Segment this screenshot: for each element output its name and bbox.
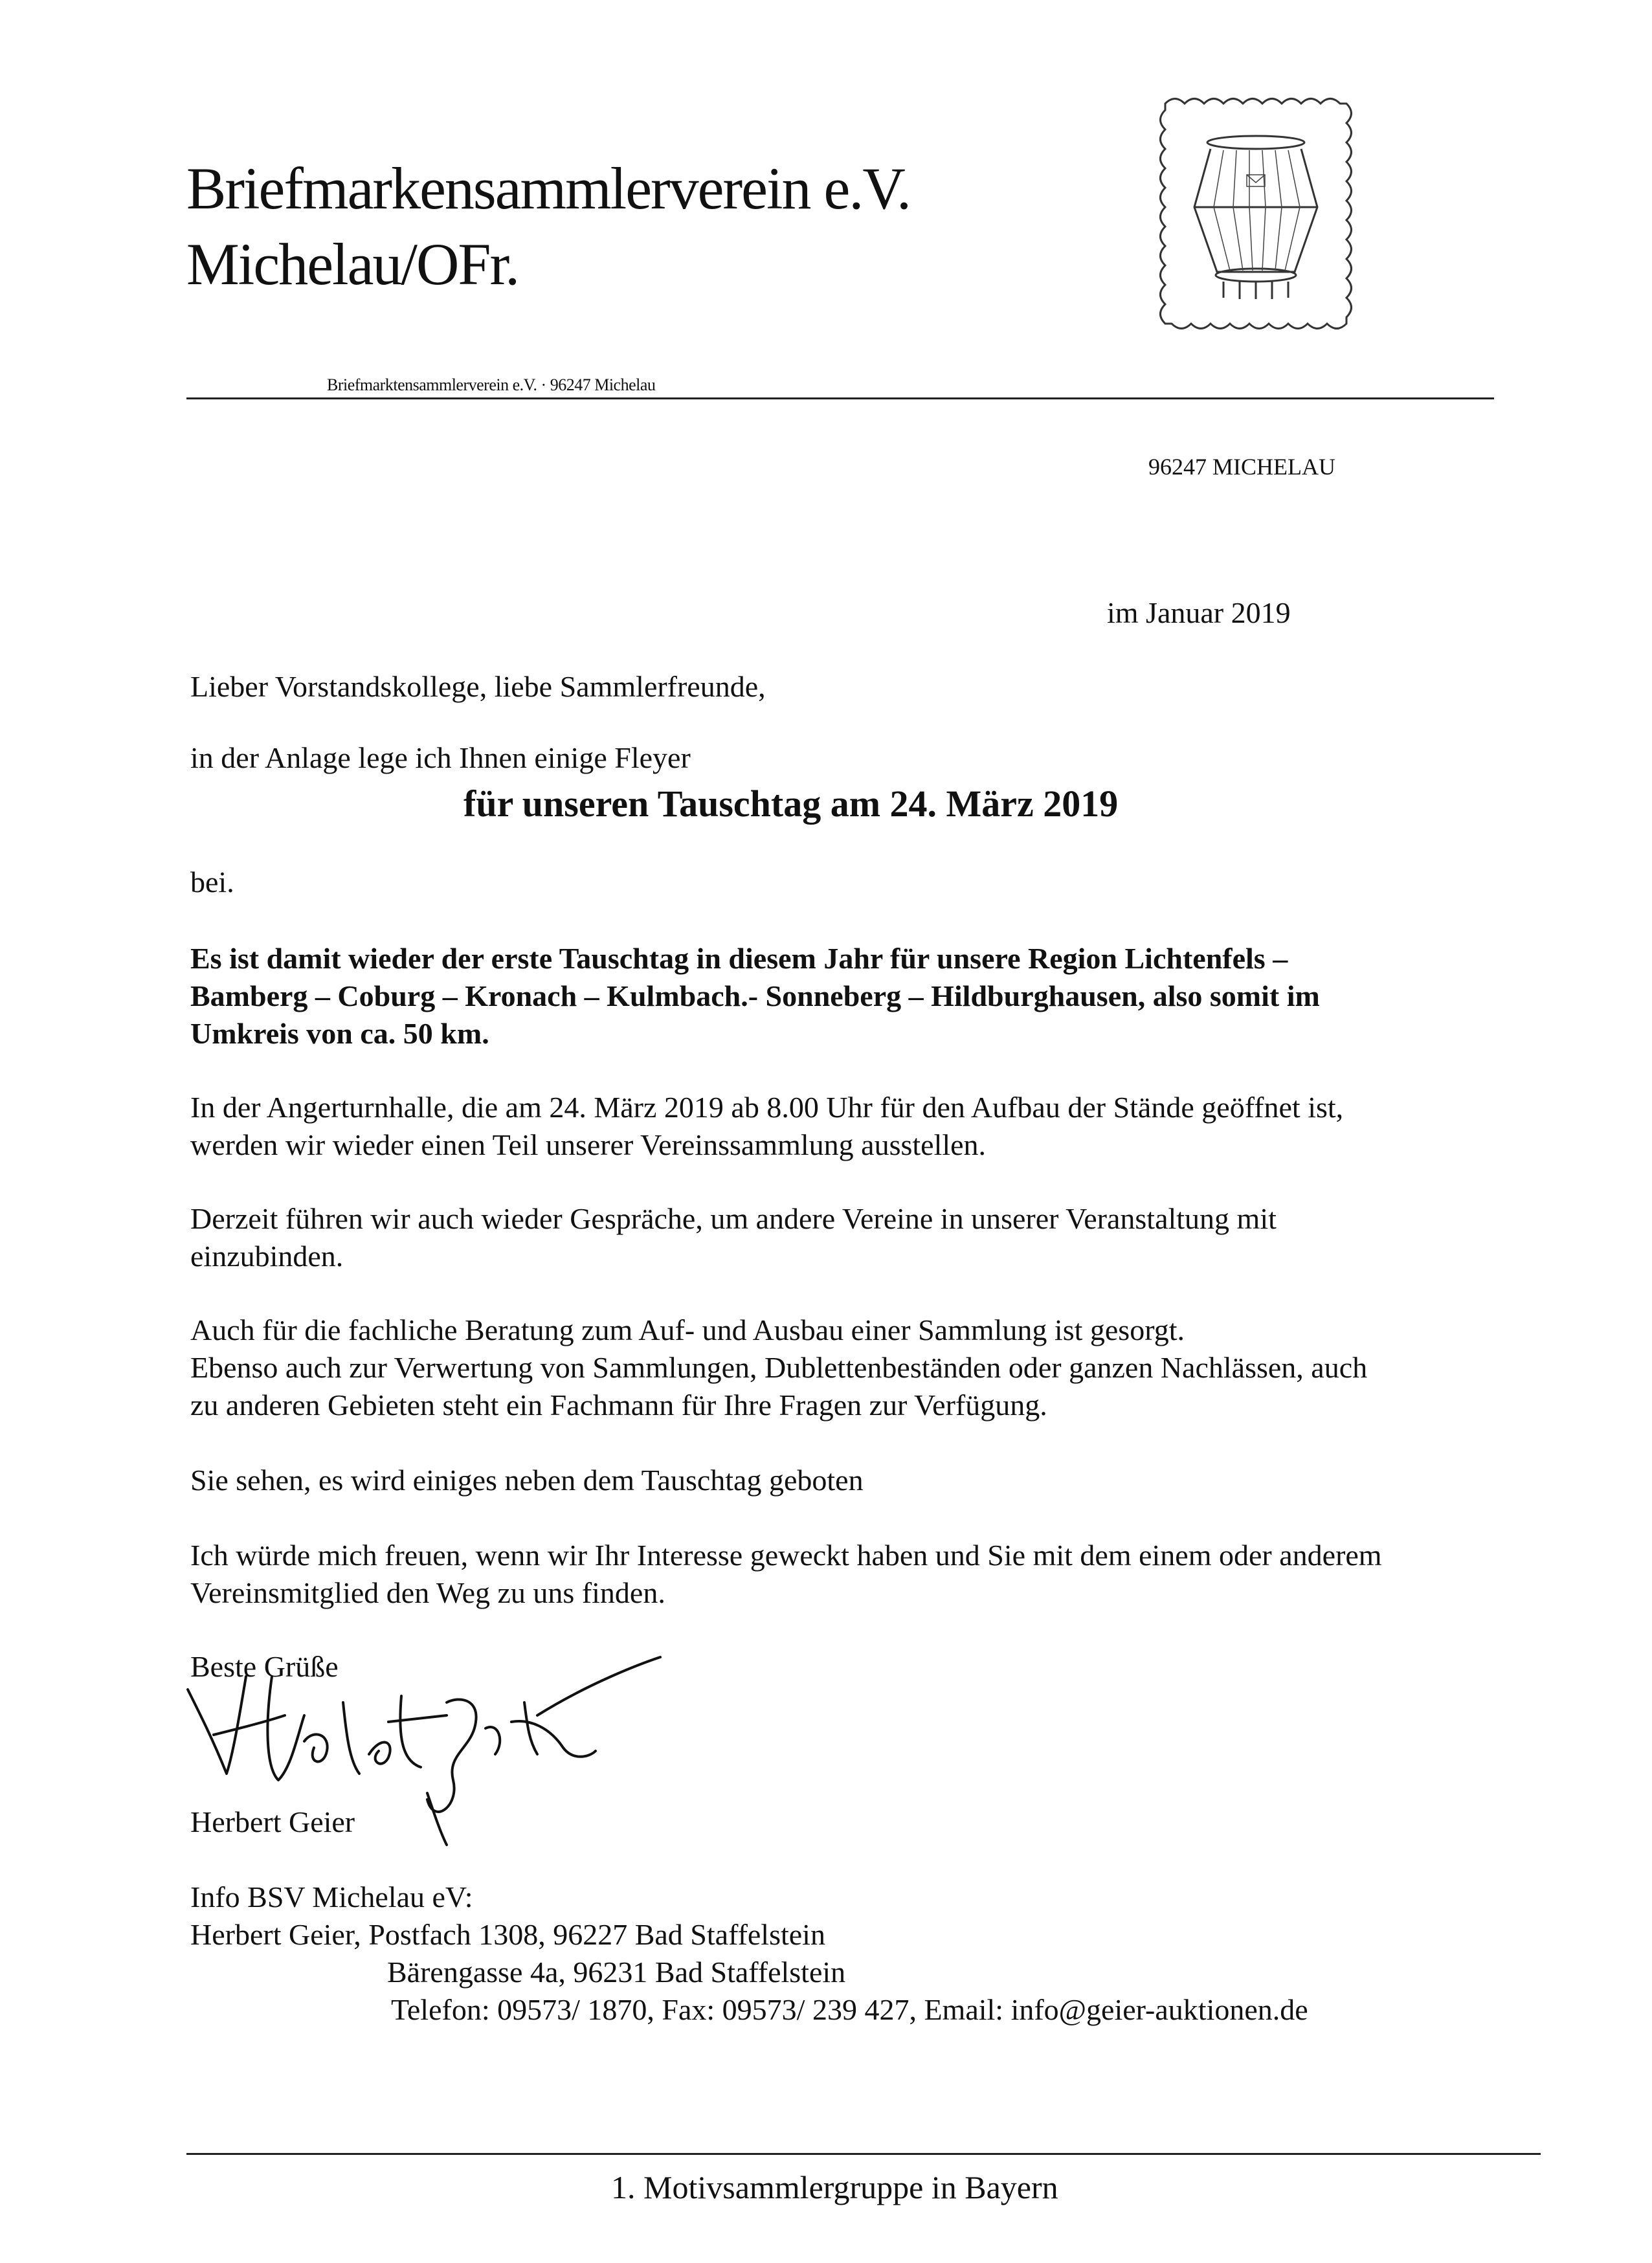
paragraph-7-line: Vereinsmitglied den Weg zu uns finden. (190, 1576, 665, 1609)
header-divider (186, 397, 1494, 399)
paragraph-7-line: Ich würde mich freuen, wenn wir Ihr Interesse geweckt haben und Sie mit dem einem oder anderem (190, 1539, 1382, 1572)
paragraph-4-line: einzubinden. (190, 1240, 344, 1273)
signature-name: Herbert Geier (190, 1805, 355, 1838)
paragraph-2-line: Es ist damit wieder der erste Tauschtag in diesem Jahr für unsere Region Lichtenfels – (190, 942, 1288, 975)
info-line-1: Herbert Geier, Postfach 1308, 96227 Bad Staffelstein (190, 1918, 825, 1951)
paragraph-5-line: Auch für die fachliche Beratung zum Auf- und Ausbau einer Sammlung ist gesorgt. (190, 1313, 1185, 1346)
letter-date: im Januar 2019 (1107, 596, 1291, 629)
info-label: Info BSV Michelau eV: (190, 1880, 473, 1913)
paragraph-3-line: werden wir wieder einen Teil unserer Vereinssammlung ausstellen. (190, 1128, 987, 1161)
letterhead-name-line1: Briefmarkensammlerverein e.V. (186, 155, 910, 221)
paragraph-1-end: bei. (190, 865, 234, 898)
stamp-lantern-logo-icon (1152, 91, 1359, 337)
sender-address-line: Briefmarktensammlerverein e.V. · 96247 Michelau (327, 375, 656, 394)
paragraph-2-line: Bamberg – Coburg – Kronach – Kulmbach.- Sonneberg – Hildburghausen, also somit im (190, 979, 1320, 1012)
footer-text: 1. Motivsammlergruppe in Bayern (611, 2169, 1058, 2205)
paragraph-2-line: Umkreis von ca. 50 km. (190, 1017, 489, 1050)
salutation: Lieber Vorstandskollege, liebe Sammlerfreunde, (190, 670, 766, 703)
recipient-city: 96247 MICHELAU (1148, 454, 1335, 480)
letterhead-name-line2: Michelau/OFr. (186, 231, 519, 297)
paragraph-1-line: in der Anlage lege ich Ihnen einige Fleyer (190, 741, 691, 774)
closing-greeting: Beste Grüße (190, 1650, 339, 1683)
info-line-3: Telefon: 09573/ 1870, Fax: 09573/ 239 427, Email: info@geier-auktionen.de (391, 1993, 1308, 2026)
footer-divider (186, 2153, 1541, 2155)
paragraph-4-line: Derzeit führen wir auch wieder Gespräche, um andere Vereine in unserer Veranstaltung mit (190, 1202, 1277, 1235)
paragraph-5-line: Ebenso auch zur Verwertung von Sammlungen, Dublettenbeständen oder ganzen Nachlässen, auch (190, 1351, 1368, 1384)
info-line-2: Bärengasse 4a, 96231 Bad Staffelstein (387, 1956, 846, 1989)
paragraph-6: Sie sehen, es wird einiges neben dem Tauschtag geboten (190, 1464, 864, 1497)
paragraph-5-line: zu anderen Gebieten steht ein Fachmann für Ihre Fragen zur Verfügung. (190, 1388, 1047, 1421)
paragraph-3-line: In der Angerturnhalle, die am 24. März 2019 ab 8.00 Uhr für den Aufbau der Stände geöffnet ist, (190, 1091, 1344, 1124)
event-headline: für unseren Tauschtag am 24. März 2019 (463, 783, 1119, 825)
